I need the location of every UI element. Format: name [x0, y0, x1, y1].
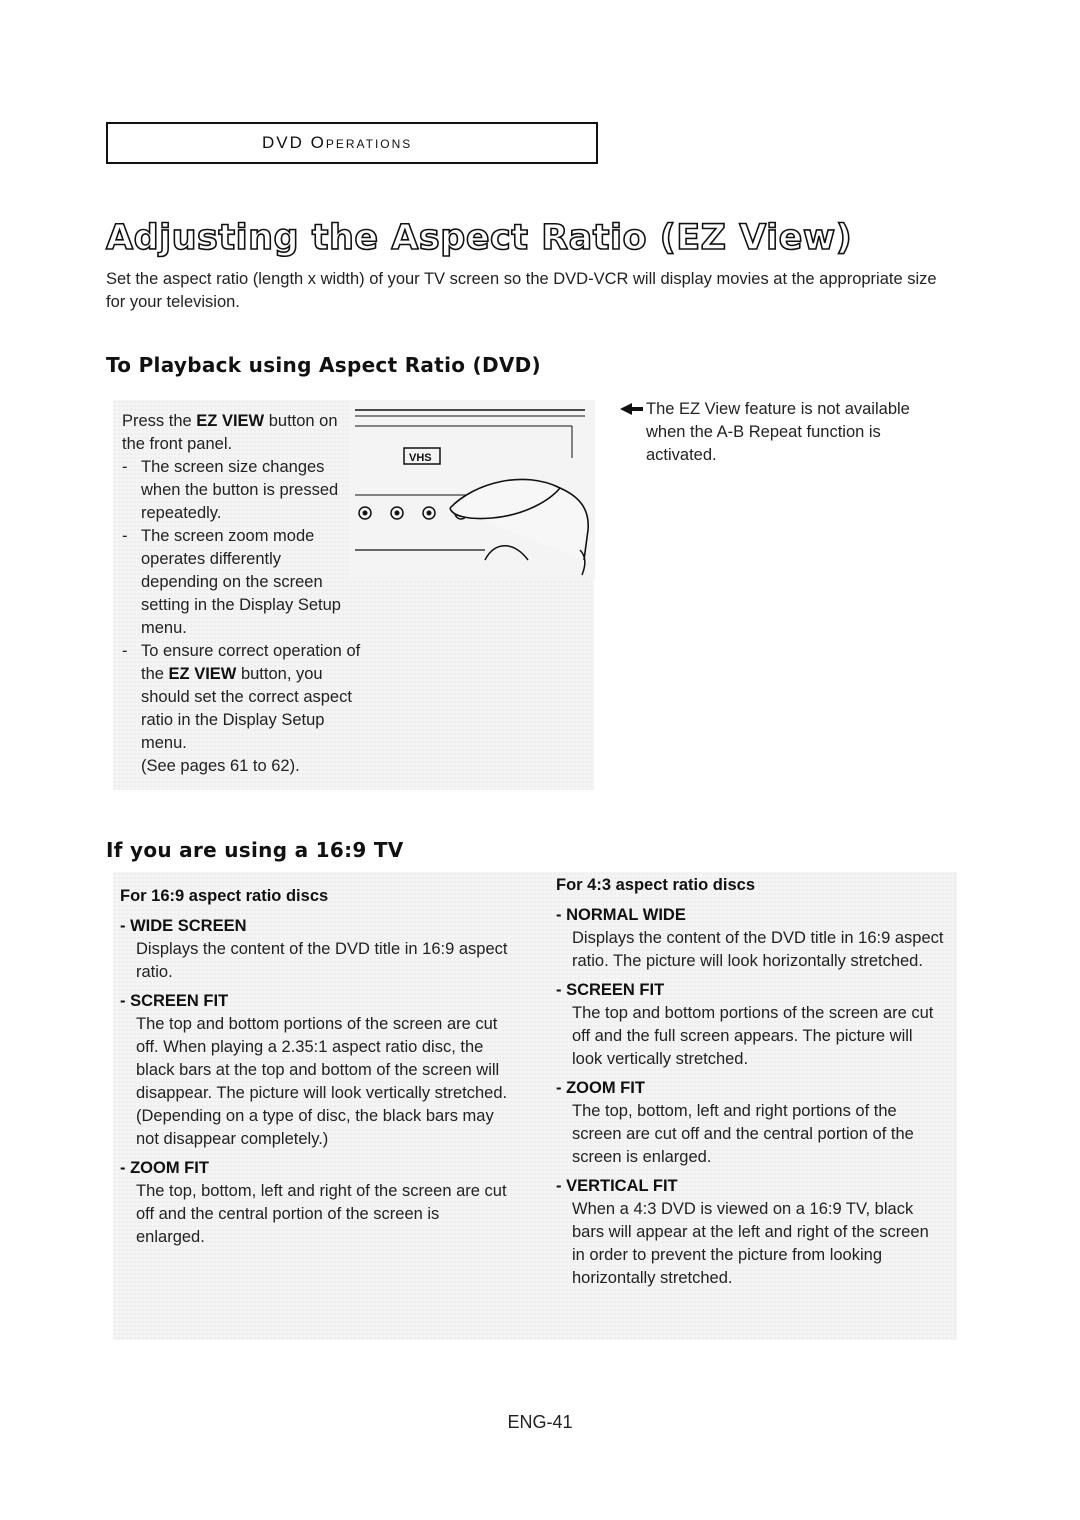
option-screen-fit: - SCREEN FIT The top and bottom portions of the screen are cut off and the full screen appears. The picture will look vertically stretched. — [556, 981, 934, 1068]
tv169-heading: If you are using a 16:9 TV — [106, 838, 404, 862]
list-item: - To ensure correct operation of the EZ VIEW button, you should set the correct aspect ratio in the Display Setup menu. — [122, 640, 362, 755]
page-title: Adjusting the Aspect Ratio (EZ View) — [106, 218, 853, 258]
front-panel-illustration — [350, 400, 595, 580]
list-item: - The screen zoom mode operates differently depending on the screen setting in the Display Setup menu. — [122, 525, 362, 640]
list-item: - The screen size changes when the button is pressed repeatedly. — [122, 456, 362, 525]
option-normal-wide: - NORMAL WIDE Displays the content of the DVD title in 16:9 aspect ratio. The picture will look horizontally stretched. — [556, 906, 944, 970]
playback-heading: To Playback using Aspect Ratio (DVD) — [106, 353, 541, 377]
playback-steps — [122, 410, 362, 778]
ez-view-label: EZ VIEW — [196, 412, 265, 430]
intro-paragraph: Set the aspect ratio (length x width) of your TV screen so the DVD-VCR will display movies at the appropriate size for your television. — [106, 270, 937, 311]
note-arrow-icon — [618, 402, 644, 416]
discs-169-column — [120, 885, 510, 1255]
option-wide-screen: - WIDE SCREEN Displays the content of the DVD title in 16:9 aspect ratio. — [120, 917, 508, 981]
section-header-box — [106, 122, 598, 164]
option-screen-fit: - SCREEN FIT The top and bottom portions of the screen are cut off. When playing a 2.35:1 aspect ratio disc, the black bars at the top and bottom of the screen will disappear. The picture will look vertically stretched. (Depending on a type of disc, the black bars may not disappear completely.) — [120, 992, 508, 1148]
vhs-logo-text: VHS — [409, 452, 432, 464]
option-vertical-fit: - VERTICAL FIT When a 4:3 DVD is viewed on a 16:9 TV, black bars will appear at the left and right of the screen in order to prevent the picture from looking horizontally stretched. — [556, 1177, 929, 1287]
option-zoom-fit: - ZOOM FIT The top, bottom, left and right of the screen are cut off and the central portion of the screen is enlarged. — [120, 1159, 507, 1246]
discs-43-title: For 4:3 aspect ratio discs — [556, 876, 755, 894]
step-instruction: Press the EZ VIEW button on the front panel. — [122, 412, 338, 453]
page-number: ENG-41 — [507, 1412, 573, 1432]
option-zoom-fit: - ZOOM FIT The top, bottom, left and right portions of the screen are cut off and the central portion of the screen is enlarged. — [556, 1079, 914, 1166]
section-header-label: DVD Operations — [262, 133, 413, 152]
discs-43-column — [556, 874, 946, 1296]
note-text: The EZ View feature is not available when the A-B Repeat function is activated. — [646, 400, 910, 464]
note-block — [618, 398, 948, 467]
step-bullets — [122, 456, 362, 755]
discs-169-title: For 16:9 aspect ratio discs — [120, 887, 329, 905]
see-pages-note: (See pages 61 to 62). — [141, 757, 300, 775]
